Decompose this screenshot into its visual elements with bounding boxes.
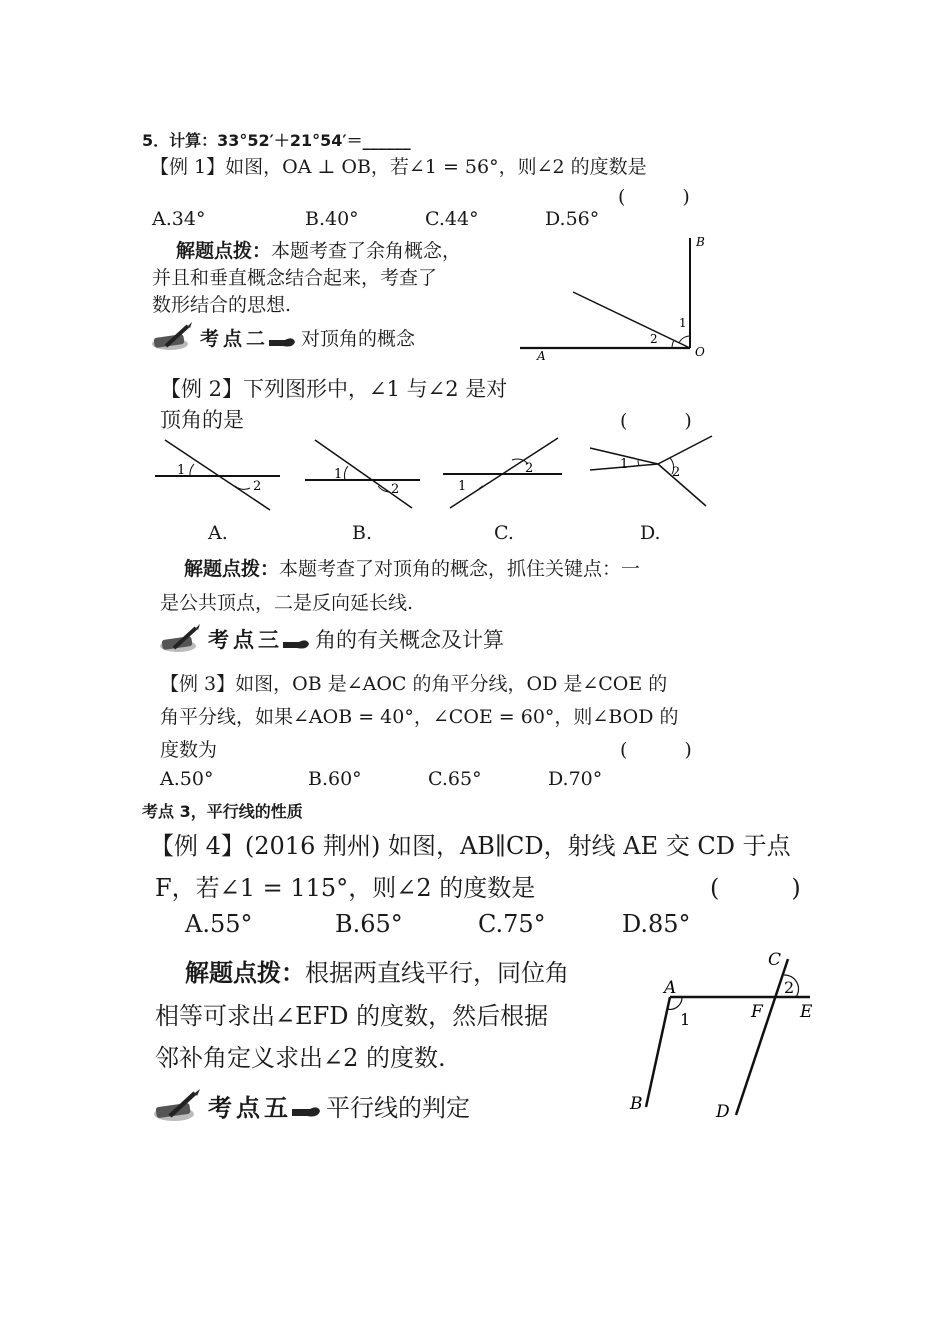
example-1-hint-line1	[176, 236, 461, 263]
label-angle-1: 1	[679, 316, 687, 330]
hint-label: 解题点拨：	[185, 958, 305, 987]
figure-c-angle-2: 2	[525, 461, 534, 476]
example-1-answer-paren: ( )	[618, 186, 690, 208]
example-4-hint-line3: 邻补角定义求出∠2 的度数.	[155, 1044, 446, 1072]
example-3-stem-line3: 度数为	[160, 739, 218, 761]
label-c: C	[768, 950, 782, 970]
hint-text: 根据两直线平行，同位角	[305, 959, 569, 987]
example-1-option-c: C.44°	[425, 208, 479, 230]
example-2-figures	[150, 430, 720, 520]
figure-c	[443, 438, 562, 508]
label-angle-1: 1	[680, 1010, 691, 1029]
label-angle-2: 2	[784, 978, 795, 997]
label-o: O	[695, 345, 705, 359]
example-3-option-b: B.60°	[308, 768, 362, 790]
example-4-answer-paren: ( )	[710, 874, 801, 902]
hint-text: 本题考查了余角概念，	[271, 240, 462, 262]
figure-d-angle-1: 1	[620, 457, 629, 472]
hint-label: 解题点拨：	[176, 240, 272, 262]
section-5-kaodian: 考点五	[208, 1093, 292, 1122]
section-3-title: 角的有关概念及计算	[315, 628, 504, 652]
pencil-book-icon	[152, 1089, 202, 1123]
section-5-title: 平行线的判定	[326, 1094, 470, 1122]
example-3-option-a: A.50°	[160, 768, 214, 790]
section-2-banner	[150, 322, 415, 352]
pencil-book-icon	[150, 322, 194, 352]
example-4-option-c: C.75°	[478, 910, 546, 938]
example-4-option-b: B.65°	[335, 910, 403, 938]
example-2-answer-paren: ( )	[620, 410, 692, 432]
example-1-option-d: D.56°	[545, 208, 600, 230]
example-2-stem-line1: 【例 2】下列图形中，∠1 与∠2 是对	[160, 377, 508, 401]
example-1-figure	[515, 230, 715, 375]
label-e: E	[800, 1002, 813, 1022]
example-4-stem-line2: F，若∠1 = 115°，则∠2 的度数是	[155, 874, 536, 902]
example-2-option-a: A.	[208, 522, 228, 544]
pointing-hand-icon	[292, 1094, 322, 1118]
label-f: F	[751, 1002, 763, 1022]
example-1-hint-line3: 数形结合的思想.	[152, 294, 292, 316]
label-b: B	[696, 235, 705, 249]
example-2-option-c: C.	[494, 522, 514, 544]
example-2-hint-line1	[184, 554, 640, 581]
figure-a	[155, 440, 280, 510]
example-1-option-a: A.34°	[152, 208, 206, 230]
example-4-option-a: A.55°	[185, 910, 253, 938]
label-angle-2: 2	[650, 332, 658, 346]
figure-c-angle-1: 1	[458, 479, 467, 494]
figure-d	[590, 436, 712, 506]
example-4-hint-line1	[185, 953, 569, 988]
example-1-option-b: B.40°	[305, 208, 359, 230]
label-b: B	[630, 1094, 643, 1114]
example-2-hint-line2: 是公共顶点，二是反向延长线.	[160, 592, 414, 614]
hint-text: 本题考查了对顶角的概念，抓住关键点：一	[279, 558, 641, 580]
label-d: D	[716, 1102, 730, 1122]
example-3-answer-paren: ( )	[620, 739, 692, 761]
figure-b-angle-1: 1	[334, 467, 343, 482]
kaodian-3-heading: 考点 3，平行线的性质	[142, 802, 303, 821]
hint-label: 解题点拨：	[184, 558, 280, 580]
example-1-hint-line2: 并且和垂直概念结合起来，考查了	[152, 267, 438, 289]
pencil-book-icon	[158, 624, 202, 654]
section-2-kaodian: 考点二	[200, 327, 270, 350]
pointing-hand-icon	[269, 326, 297, 348]
example-3-option-d: D.70°	[548, 768, 603, 790]
example-4-stem-line1: 【例 4】(2016 荆州) 如图，AB∥CD，射线 AE 交 CD 于点	[150, 832, 791, 860]
section-5-banner	[152, 1088, 470, 1123]
example-3-stem-line1: 【例 3】如图，OB 是∠AOC 的角平分线，OD 是∠COE 的	[160, 673, 668, 695]
example-4-figure	[620, 945, 825, 1125]
section-2-title: 对顶角的概念	[301, 327, 416, 350]
question-5: 5．计算：33°52′＋21°54′＝______	[142, 131, 411, 150]
label-a: A	[537, 349, 546, 363]
figure-b-angle-2: 2	[391, 482, 400, 497]
example-3-stem-line2: 角平分线，如果∠AOB = 40°，∠COE = 60°，则∠BOD 的	[160, 706, 679, 728]
example-2-option-d: D.	[640, 522, 661, 544]
section-3-kaodian: 考点三	[208, 627, 283, 652]
section-3-banner	[158, 624, 504, 654]
label-a: A	[664, 978, 677, 998]
example-4-option-d: D.85°	[622, 910, 691, 938]
example-4-hint-line2: 相等可求出∠EFD 的度数，然后根据	[155, 1002, 549, 1030]
example-2-stem-line2: 顶角的是	[160, 408, 244, 432]
example-2-option-b: B.	[352, 522, 373, 544]
pointing-hand-icon	[283, 628, 311, 650]
example-1-stem: 【例 1】如图，OA ⊥ OB，若∠1 = 56°，则∠2 的度数是	[150, 156, 647, 178]
figure-d-angle-2: 2	[672, 465, 681, 480]
figure-a-angle-1: 1	[177, 463, 186, 478]
figure-a-angle-2: 2	[253, 479, 262, 494]
example-3-option-c: C.65°	[428, 768, 482, 790]
figure-b	[305, 440, 420, 508]
